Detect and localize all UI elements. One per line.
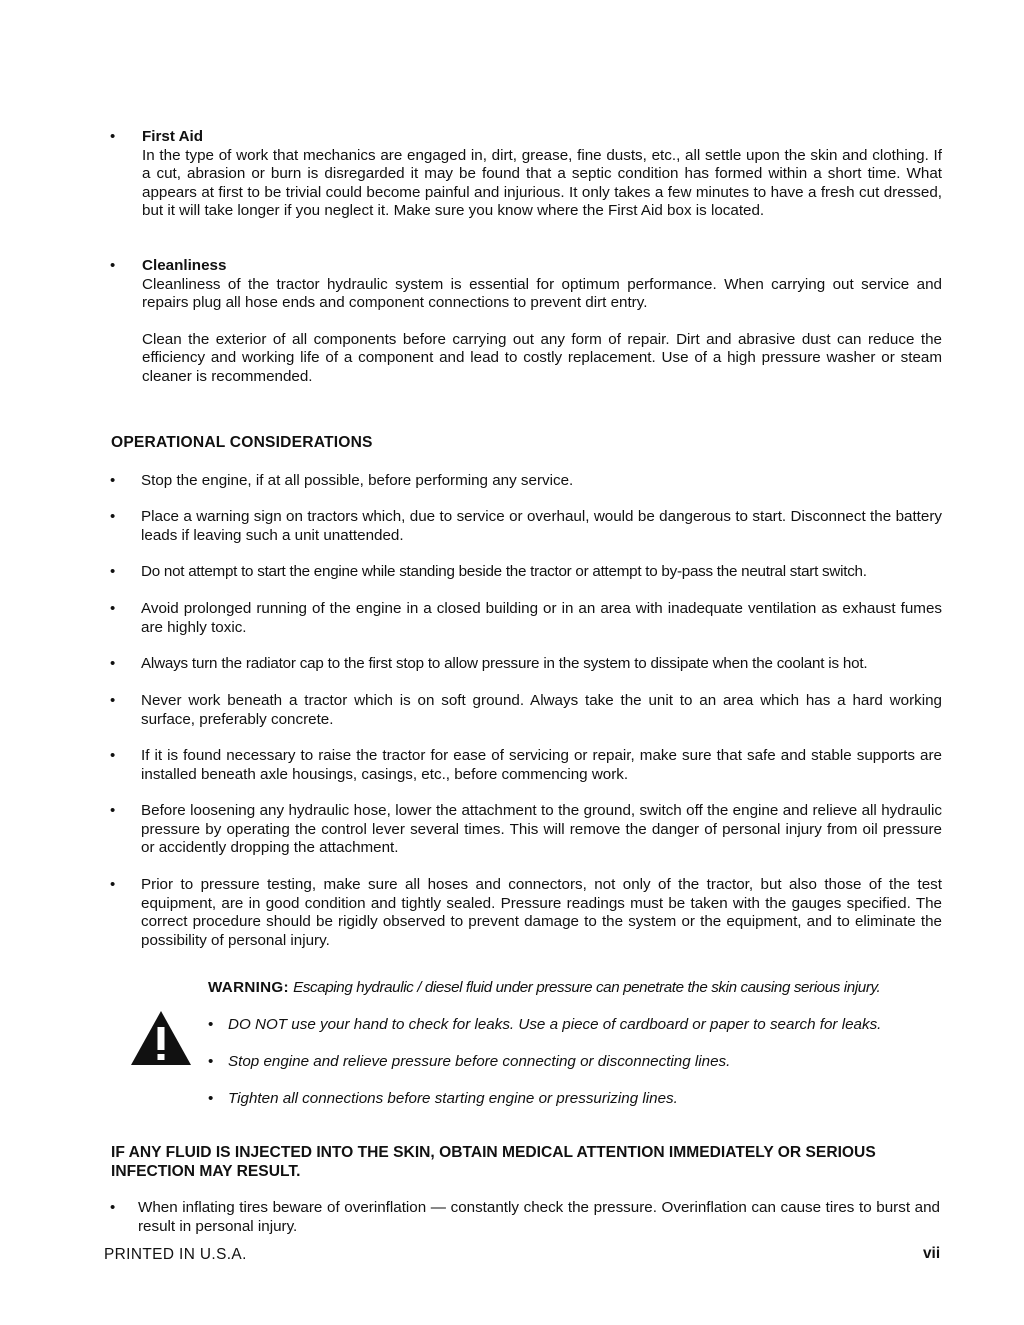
operational-item-text: Prior to pressure testing, make sure all hoses and connectors, not only of the tractor, but also those of the test equipment, are in good condition and tightly sealed. Pressure readings must be taken with the gauges specified. The correct procedure should be rigidly observed to prevent damage to the system or the equipment, and to eliminate the possibility of personal injury. [141, 876, 942, 949]
operational-item-text: Stop the engine, if at all possible, before performing any service. [141, 472, 574, 489]
bullet-icon: • [110, 655, 116, 672]
bullet-icon: • [208, 1090, 214, 1107]
cleanliness-title: Cleanliness [142, 257, 227, 274]
warning-block [130, 975, 942, 1115]
warning-list-item [208, 1090, 948, 1109]
cleanliness-paragraph-2: Clean the exterior of all components before carrying out any form of repair. Dirt and abrasive dust can reduce the efficiency and working life of a component and lead to costly replacement. Use of a high pressure washer or steam cleaner is recommended. [142, 330, 942, 385]
bullet-icon: • [110, 563, 116, 580]
first-aid-paragraph: In the type of work that mechanics are engaged in, dirt, grease, fine dusts, etc., all settle upon the skin and clothing. If a cut, abrasion or burn is disregarded it may be found that a septic condition has formed within a short time. What appears at first to be trivial could become painful and injurious. It only takes a few minutes to have a fresh cut dressed, but it will take longer if you neglect it. Make sure you know where the First Aid box is located. [142, 146, 942, 220]
operational-item-text: Do not attempt to start the engine while standing beside the tractor or attempt to by-pass the neutral start switch. [141, 563, 867, 580]
bullet-icon: • [110, 128, 116, 145]
operational-item-text: Avoid prolonged running of the engine in a closed building or in an area with inadequate ventilation as exhaust fumes are highly toxic. [141, 600, 942, 636]
first-aid-item [110, 128, 942, 242]
warning-list-item-text: Tighten all connections before starting engine or pressurizing lines. [228, 1090, 678, 1107]
warning-list-item [208, 1016, 948, 1035]
warning-label: WARNING: [208, 979, 289, 996]
bullet-icon: • [110, 692, 116, 709]
bullet-icon: • [110, 1199, 116, 1216]
cleanliness-paragraph-1: Cleanliness of the tractor hydraulic system is essential for optimum performance. When carrying out service and repairs plug all hose ends and component connections to prevent dirt entry. [142, 275, 942, 312]
operational-item-text: Always turn the radiator cap to the first stop to allow pressure in the system to dissipate when the coolant is hot. [141, 655, 868, 672]
operational-item-text: Before loosening any hydraulic hose, lower the attachment to the ground, switch off the engine and relieve all hydraulic pressure by operating the control lever several times. This will remove the danger of personal injury from oil pressure or accidently dropping the attachment. [141, 802, 942, 857]
bullet-icon: • [110, 257, 116, 274]
page-number: vii [923, 1245, 941, 1262]
inflation-item-text: When inflating tires beware of overinflation — constantly check the pressure. Overinflation can cause tires to burst and result in personal injury. [138, 1199, 940, 1235]
warning-text: Escaping hydraulic / diesel fluid under pressure can penetrate the skin causing serious injury. [293, 979, 881, 996]
caution-heading: IF ANY FLUID IS INJECTED INTO THE SKIN, OBTAIN MEDICAL ATTENTION IMMEDIATELY OR SERIOUS INFECTION MAY RESULT. [111, 1144, 876, 1180]
bullet-icon: • [208, 1016, 214, 1033]
bullet-icon: • [110, 802, 116, 819]
footer-print-note: PRINTED IN U.S.A. [104, 1246, 247, 1263]
warning-list-item [208, 1053, 948, 1072]
bullet-icon: • [110, 747, 116, 764]
first-aid-title: First Aid [142, 128, 204, 145]
warning-title [208, 979, 948, 998]
operational-item-text: Place a warning sign on tractors which, due to service or overhaul, would be dangerous to start. Disconnect the battery leads if leaving such a unit unattended. [141, 508, 942, 544]
bullet-icon: • [110, 876, 116, 893]
warning-list-item-text: DO NOT use your hand to check for leaks. Use a piece of cardboard or paper to search for leaks. [228, 1016, 882, 1033]
operational-item-text: If it is found necessary to raise the tractor for ease of servicing or repair, make sure that safe and stable supports are installed beneath axle housings, casings, etc., before commencing work. [141, 747, 942, 783]
bullet-icon: • [110, 508, 116, 525]
bullet-icon: • [110, 600, 116, 617]
cleanliness-item [110, 257, 942, 389]
operational-heading: OPERATIONAL CONSIDERATIONS [111, 434, 373, 451]
operational-item-text: Never work beneath a tractor which is on soft ground. Always take the unit to an area which has a hard working surface, preferably concrete. [141, 692, 942, 728]
bullet-icon: • [110, 472, 116, 489]
bullet-icon: • [208, 1053, 214, 1070]
warning-triangle-icon [130, 1010, 192, 1066]
warning-list-item-text: Stop engine and relieve pressure before connecting or disconnecting lines. [228, 1053, 731, 1070]
